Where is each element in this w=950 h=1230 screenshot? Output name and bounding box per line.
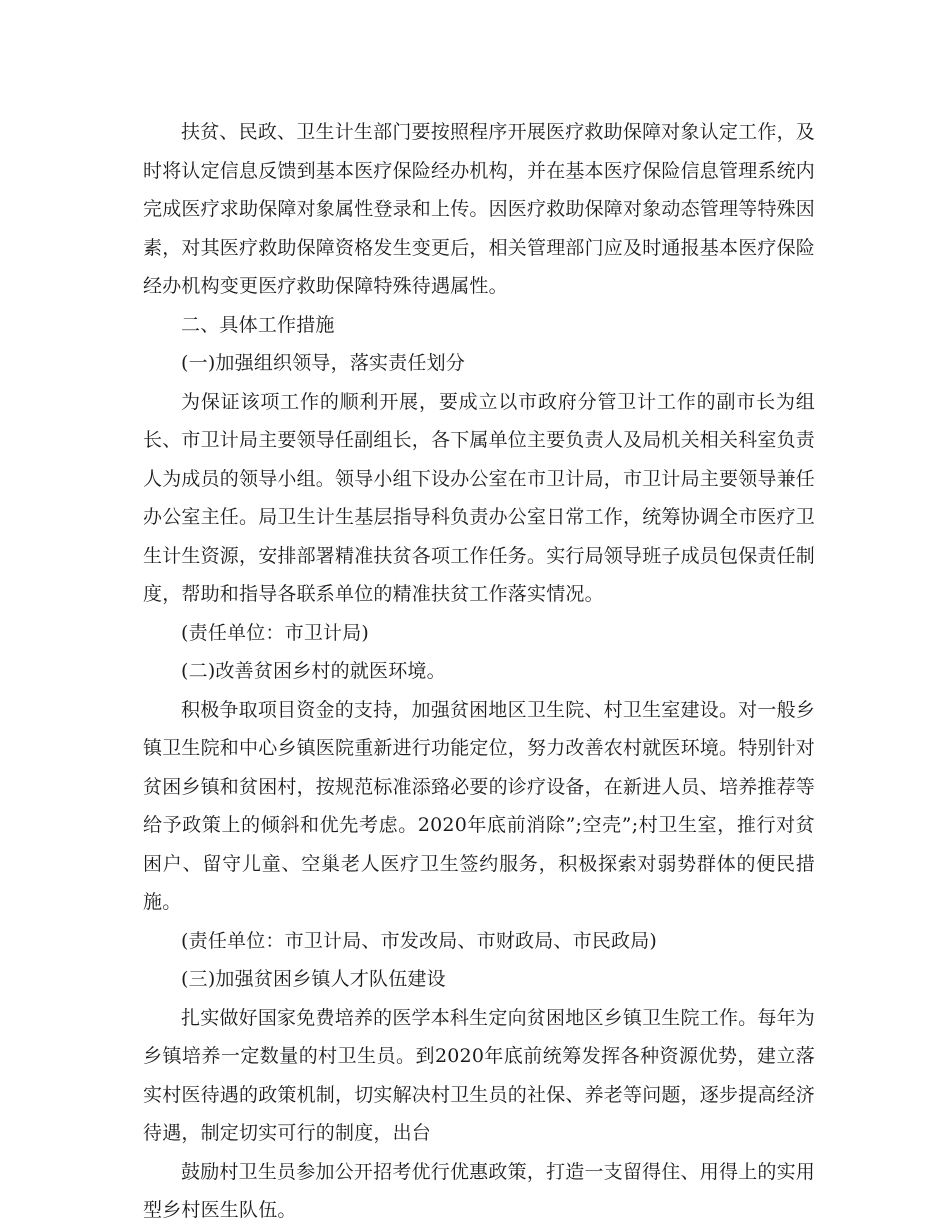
responsible-unit-2: (责任单位：市卫计局、市发改局、市财政局、市民政局): [181, 929, 658, 952]
responsible-unit-1: (责任单位：市卫计局): [181, 621, 370, 644]
paragraph-medical-environment: 积极争取项目资金的支持，加强贫困地区卫生院、村卫生室建设。对一般乡镇卫生院和中心乡镇医院重新进行功能定位，努力改善农村就医环境。特别针对贫困乡镇和贫困村，按规范标准添臵必要的诊疗设备，在新进人员、培养推荐等给予政策上的倾斜和优先考虑。2020年底前消除”;空壳”;村卫生室，推行对贫困户、留守儿童、空巢老人医疗卫生签约服务，积极探索对弱势群体的便民措施。: [143, 698, 816, 913]
paragraph-identification-work: 扶贫、民政、卫生计生部门要按照程序开展医疗救助保障对象认定工作，及时将认定信息反馈到基本医疗保险经办机构，并在基本医疗保险信息管理系统内完成医疗求助保障对象属性登录和上传。因医疗救助保障对象动态管理等特殊因素，对其医疗救助保障资格发生变更后，相关管理部门应及时通报基本医疗保险经办机构变更医疗救助保障特殊待遇属性。: [143, 121, 816, 297]
subheading-talent-team: (三)加强贫困乡镇人才队伍建设: [181, 968, 446, 990]
subheading-medical-environment: (二)改善贫困乡村的就医环境。: [181, 660, 446, 682]
paragraph-leadership-group: 为保证该项工作的顺利开展，要成立以市政府分管卫计工作的副市长为组长、市卫计局主要领导任副组长，各下属单位主要负责人及局机关相关科室负责人为成员的领导小组。领导小组下设办公室在市卫计局，市卫计局主要领导兼任办公室主任。局卫生计生基层指导科负责办公室日常工作，统筹协调全市医疗卫生计生资源，安排部署精准扶贫各项工作任务。实行局领导班子成员包保责任制度，帮助和指导各联系单位的精准扶贫工作落实情况。: [143, 390, 816, 605]
paragraph-village-doctor-team: 鼓励村卫生员参加公开招考优行优惠政策，打造一支留得住、用得上的实用型乡村医生队伍。: [143, 1160, 815, 1221]
document-body: [143, 113, 815, 1230]
paragraph-talent-training: 扎实做好国家免费培养的医学本科生定向贫困地区乡镇卫生院工作。每年为乡镇培养一定数量的村卫生员。到2020年底前统筹发挥各种资源优势，建立落实村医待遇的政策机制，切实解决村卫生员的社保、养老等问题，逐步提高经济待遇，制定切实可行的制度，出台: [143, 1006, 816, 1144]
section-heading-work-measures: 二、具体工作措施: [181, 313, 335, 336]
subheading-leadership: (一)加强组织领导，落实责任划分: [181, 352, 466, 374]
